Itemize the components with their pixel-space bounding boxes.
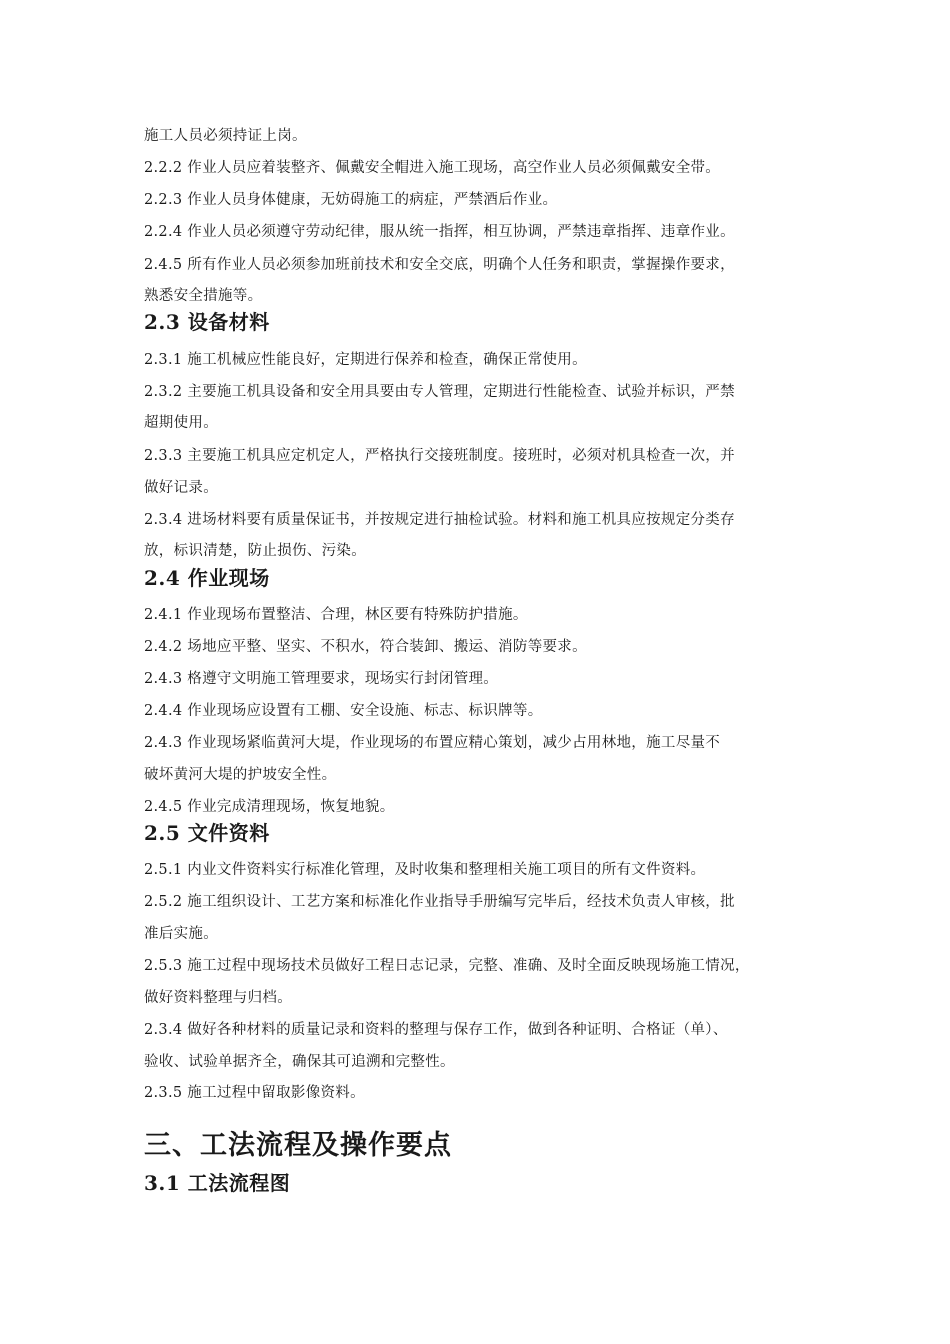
paragraph-line: 2.4.3 作业现场紧临黄河大堤，作业现场的布置应精心策划，减少占用林地，施工尽量不	[144, 735, 721, 751]
paragraph-line: 准后实施。	[144, 926, 218, 942]
paragraph-line: 2.3.1 施工机械应性能良好，定期进行保养和检查，确保正常使用。	[144, 352, 587, 368]
paragraph-line: 破坏黄河大堤的护坡安全性。	[144, 767, 337, 783]
paragraph-line: 超期使用。	[144, 415, 218, 431]
paragraph-line: 2.4.5 所有作业人员必须参加班前技术和安全交底，明确个人任务和职责，掌握操作要求，	[144, 257, 735, 273]
paragraph-line: 2.3.3 主要施工机具应定机定人，严格执行交接班制度。接班时，必须对机具检查一次，并	[144, 448, 735, 464]
paragraph-line: 2.4.5 作业完成清理现场，恢复地貌。	[144, 799, 395, 815]
paragraph-line: 2.2.3 作业人员身体健康，无妨碍施工的病症，严禁酒后作业。	[144, 192, 558, 208]
section-heading-3-1: 3.1 工法流程图	[144, 1171, 291, 1195]
paragraph-line: 2.2.2 作业人员应着装整齐、佩戴安全帽进入施工现场，高空作业人员必须佩戴安全带。	[144, 160, 721, 176]
paragraph-line: 做好记录。	[144, 480, 218, 496]
paragraph-line: 施工人员必须持证上岗。	[144, 128, 307, 144]
paragraph-line: 熟悉安全措施等。	[144, 288, 263, 304]
paragraph-line: 验收、试验单据齐全，确保其可追溯和完整性。	[144, 1054, 455, 1070]
chapter-heading-3: 三、工法流程及操作要点	[144, 1130, 452, 1161]
paragraph-line: 2.5.1 内业文件资料实行标准化管理，及时收集和整理相关施工项目的所有文件资料。	[144, 862, 706, 878]
section-heading-2-5: 2.5 文件资料	[144, 821, 270, 845]
paragraph-line: 2.3.5 施工过程中留取影像资料。	[144, 1085, 365, 1101]
paragraph-line: 2.2.4 作业人员必须遵守劳动纪律，服从统一指挥，相互协调，严禁违章指挥、违章作业。	[144, 224, 735, 240]
section-heading-2-4: 2.4 作业现场	[144, 566, 270, 590]
paragraph-line: 2.4.3 格遵守文明施工管理要求，现场实行封闭管理。	[144, 671, 499, 687]
paragraph-line: 2.5.2 施工组织设计、工艺方案和标准化作业指导手册编写完毕后，经技术负责人审核，批	[144, 894, 735, 910]
section-heading-2-3: 2.3 设备材料	[144, 310, 270, 334]
paragraph-line: 放，标识清楚，防止损伤、污染。	[144, 543, 366, 559]
paragraph-line: 2.3.2 主要施工机具设备和安全用具要由专人管理，定期进行性能检查、试验并标识，严禁	[144, 384, 735, 400]
paragraph-line: 2.5.3 施工过程中现场技术员做好工程日志记录，完整、准确、及时全面反映现场施工情况，	[144, 958, 750, 974]
paragraph-line: 做好资料整理与归档。	[144, 990, 292, 1006]
paragraph-line: 2.4.4 作业现场应设置有工棚、安全设施、标志、标识牌等。	[144, 703, 543, 719]
paragraph-line: 2.3.4 进场材料要有质量保证书，并按规定进行抽检试验。材料和施工机具应按规定分类存	[144, 512, 735, 528]
paragraph-line: 2.4.2 场地应平整、坚实、不积水，符合装卸、搬运、消防等要求。	[144, 639, 587, 655]
paragraph-line: 2.4.1 作业现场布置整洁、合理，林区要有特殊防护措施。	[144, 607, 528, 623]
paragraph-line: 2.3.4 做好各种材料的质量记录和资料的整理与保存工作，做到各种证明、合格证（单）、	[144, 1022, 728, 1038]
